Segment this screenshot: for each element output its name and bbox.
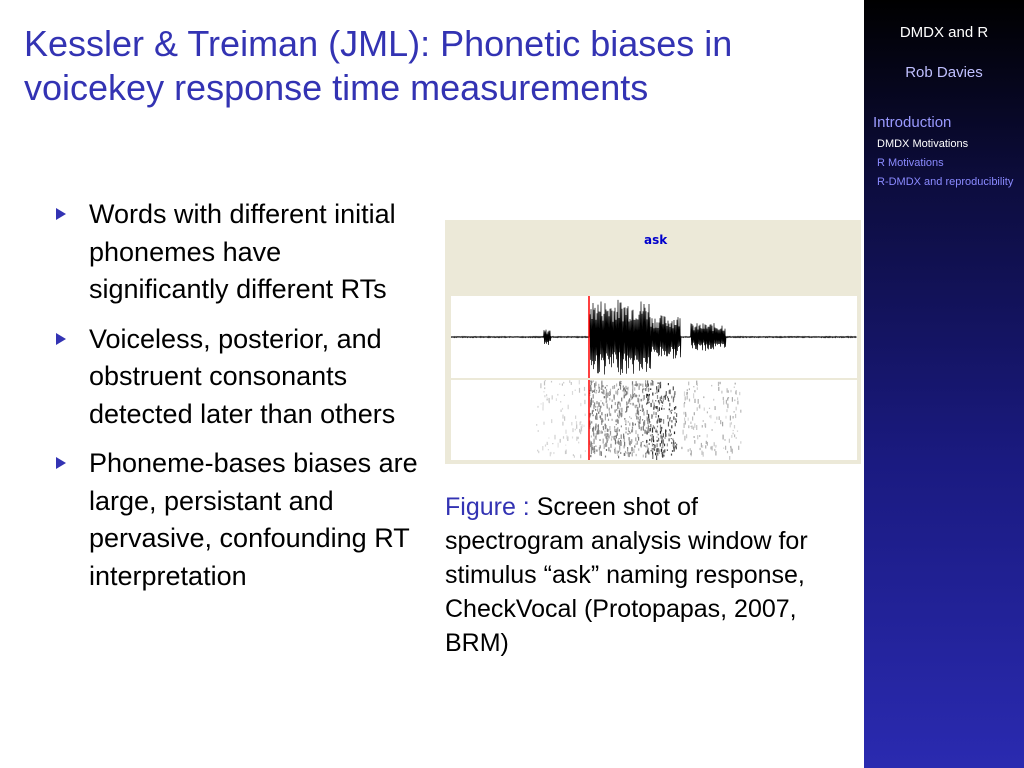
figure-caption-text: Screen shot of spectrogram analysis window for stimulus “ask” naming response, CheckVocal (Protopapas, 2007, BRM)	[445, 493, 808, 657]
spectrogram-screenshot	[445, 220, 861, 464]
bullet-item	[56, 321, 426, 434]
bullet-arrow-icon	[56, 457, 66, 469]
bullet-item	[56, 196, 426, 309]
sidebar-presentation-title[interactable]: DMDX and R	[899, 24, 989, 41]
bullet-text: Phoneme-bases biases are large, persistant and pervasive, confounding RT interpretation	[89, 448, 418, 591]
sidebar-subsection-r-motivations[interactable]: R Motivations	[877, 157, 944, 169]
navigation-sidebar	[864, 0, 1024, 768]
spectrogram-display	[451, 380, 857, 460]
bullet-text: Voiceless, posterior, and obstruent consonants detected later than others	[89, 323, 396, 429]
sidebar-subsection-r-dmdx-reproducibility[interactable]: R-DMDX and reproducibility	[877, 176, 1014, 188]
bullet-list	[56, 196, 426, 607]
stimulus-word-label: ask	[644, 233, 668, 247]
sidebar-subsection-dmdx-motivations[interactable]: DMDX Motivations	[877, 138, 969, 150]
bullet-arrow-icon	[56, 333, 66, 345]
bullet-text: Words with different initial phonemes have significantly different RTs	[89, 199, 396, 304]
waveform-display	[451, 296, 857, 378]
bullet-item	[56, 445, 426, 595]
sidebar-author[interactable]: Rob Davies	[905, 64, 983, 81]
slide-title: Kessler & Treiman (JML): Phonetic biases in voicekey response time measurements	[24, 23, 733, 108]
sidebar-section-introduction[interactable]: Introduction	[873, 114, 952, 131]
figure-caption-label: Figure :	[445, 493, 530, 521]
bullet-arrow-icon	[56, 208, 66, 220]
figure-caption	[445, 490, 835, 660]
